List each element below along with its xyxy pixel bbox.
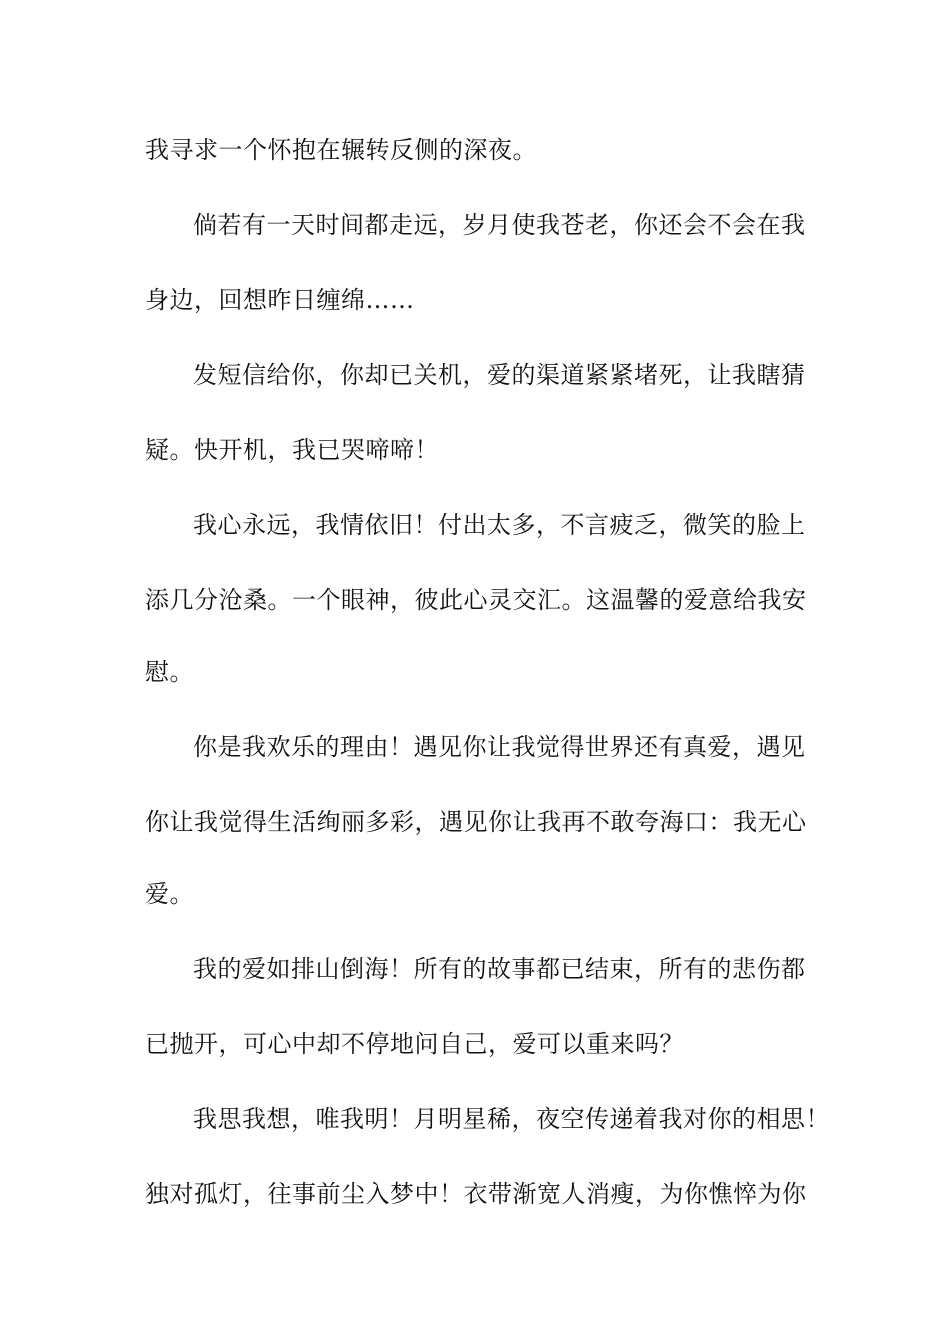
paragraph-first-line: 你是我欢乐的理由！遇见你让我觉得世界还有真爱，遇见 bbox=[193, 733, 806, 761]
text-line: 已抛开，可心中却不停地问自己，爱可以重来吗？ bbox=[145, 1030, 684, 1058]
text-line: 添几分沧桑。一个眼神，彼此心灵交汇。这温馨的爱意给我安 bbox=[145, 586, 807, 614]
text-line: 我寻求一个怀抱在辗转反侧的深夜。 bbox=[145, 136, 537, 164]
paragraph-first-line: 倘若有一天时间都走远，岁月使我苍老，你还会不会在我 bbox=[193, 211, 806, 239]
text-line: 独对孤灯，往事前尘入梦中！衣带渐宽人消瘦，为你憔悴为你 bbox=[145, 1180, 807, 1208]
text-line: 疑。快开机，我已哭啼啼！ bbox=[145, 436, 439, 464]
text-line: 爱。 bbox=[145, 880, 194, 908]
text-line: 身边，回想昨日缠绵…… bbox=[145, 286, 415, 314]
paragraph-first-line: 我的爱如排山倒海！所有的故事都已结束，所有的悲伤都 bbox=[193, 955, 806, 983]
paragraph-first-line: 我心永远，我情依旧！付出太多，不言疲乏，微笑的脸上 bbox=[193, 511, 806, 539]
paragraph-first-line: 发短信给你，你却已关机，爱的渠道紧紧堵死，让我瞎猜 bbox=[193, 361, 806, 389]
text-line: 你让我觉得生活绚丽多彩，遇见你让我再不敢夸海口：我无心 bbox=[145, 808, 807, 836]
text-line: 慰。 bbox=[145, 658, 194, 686]
paragraph-first-line: 我思我想，唯我明！月明星稀，夜空传递着我对你的相思！ bbox=[193, 1105, 830, 1133]
